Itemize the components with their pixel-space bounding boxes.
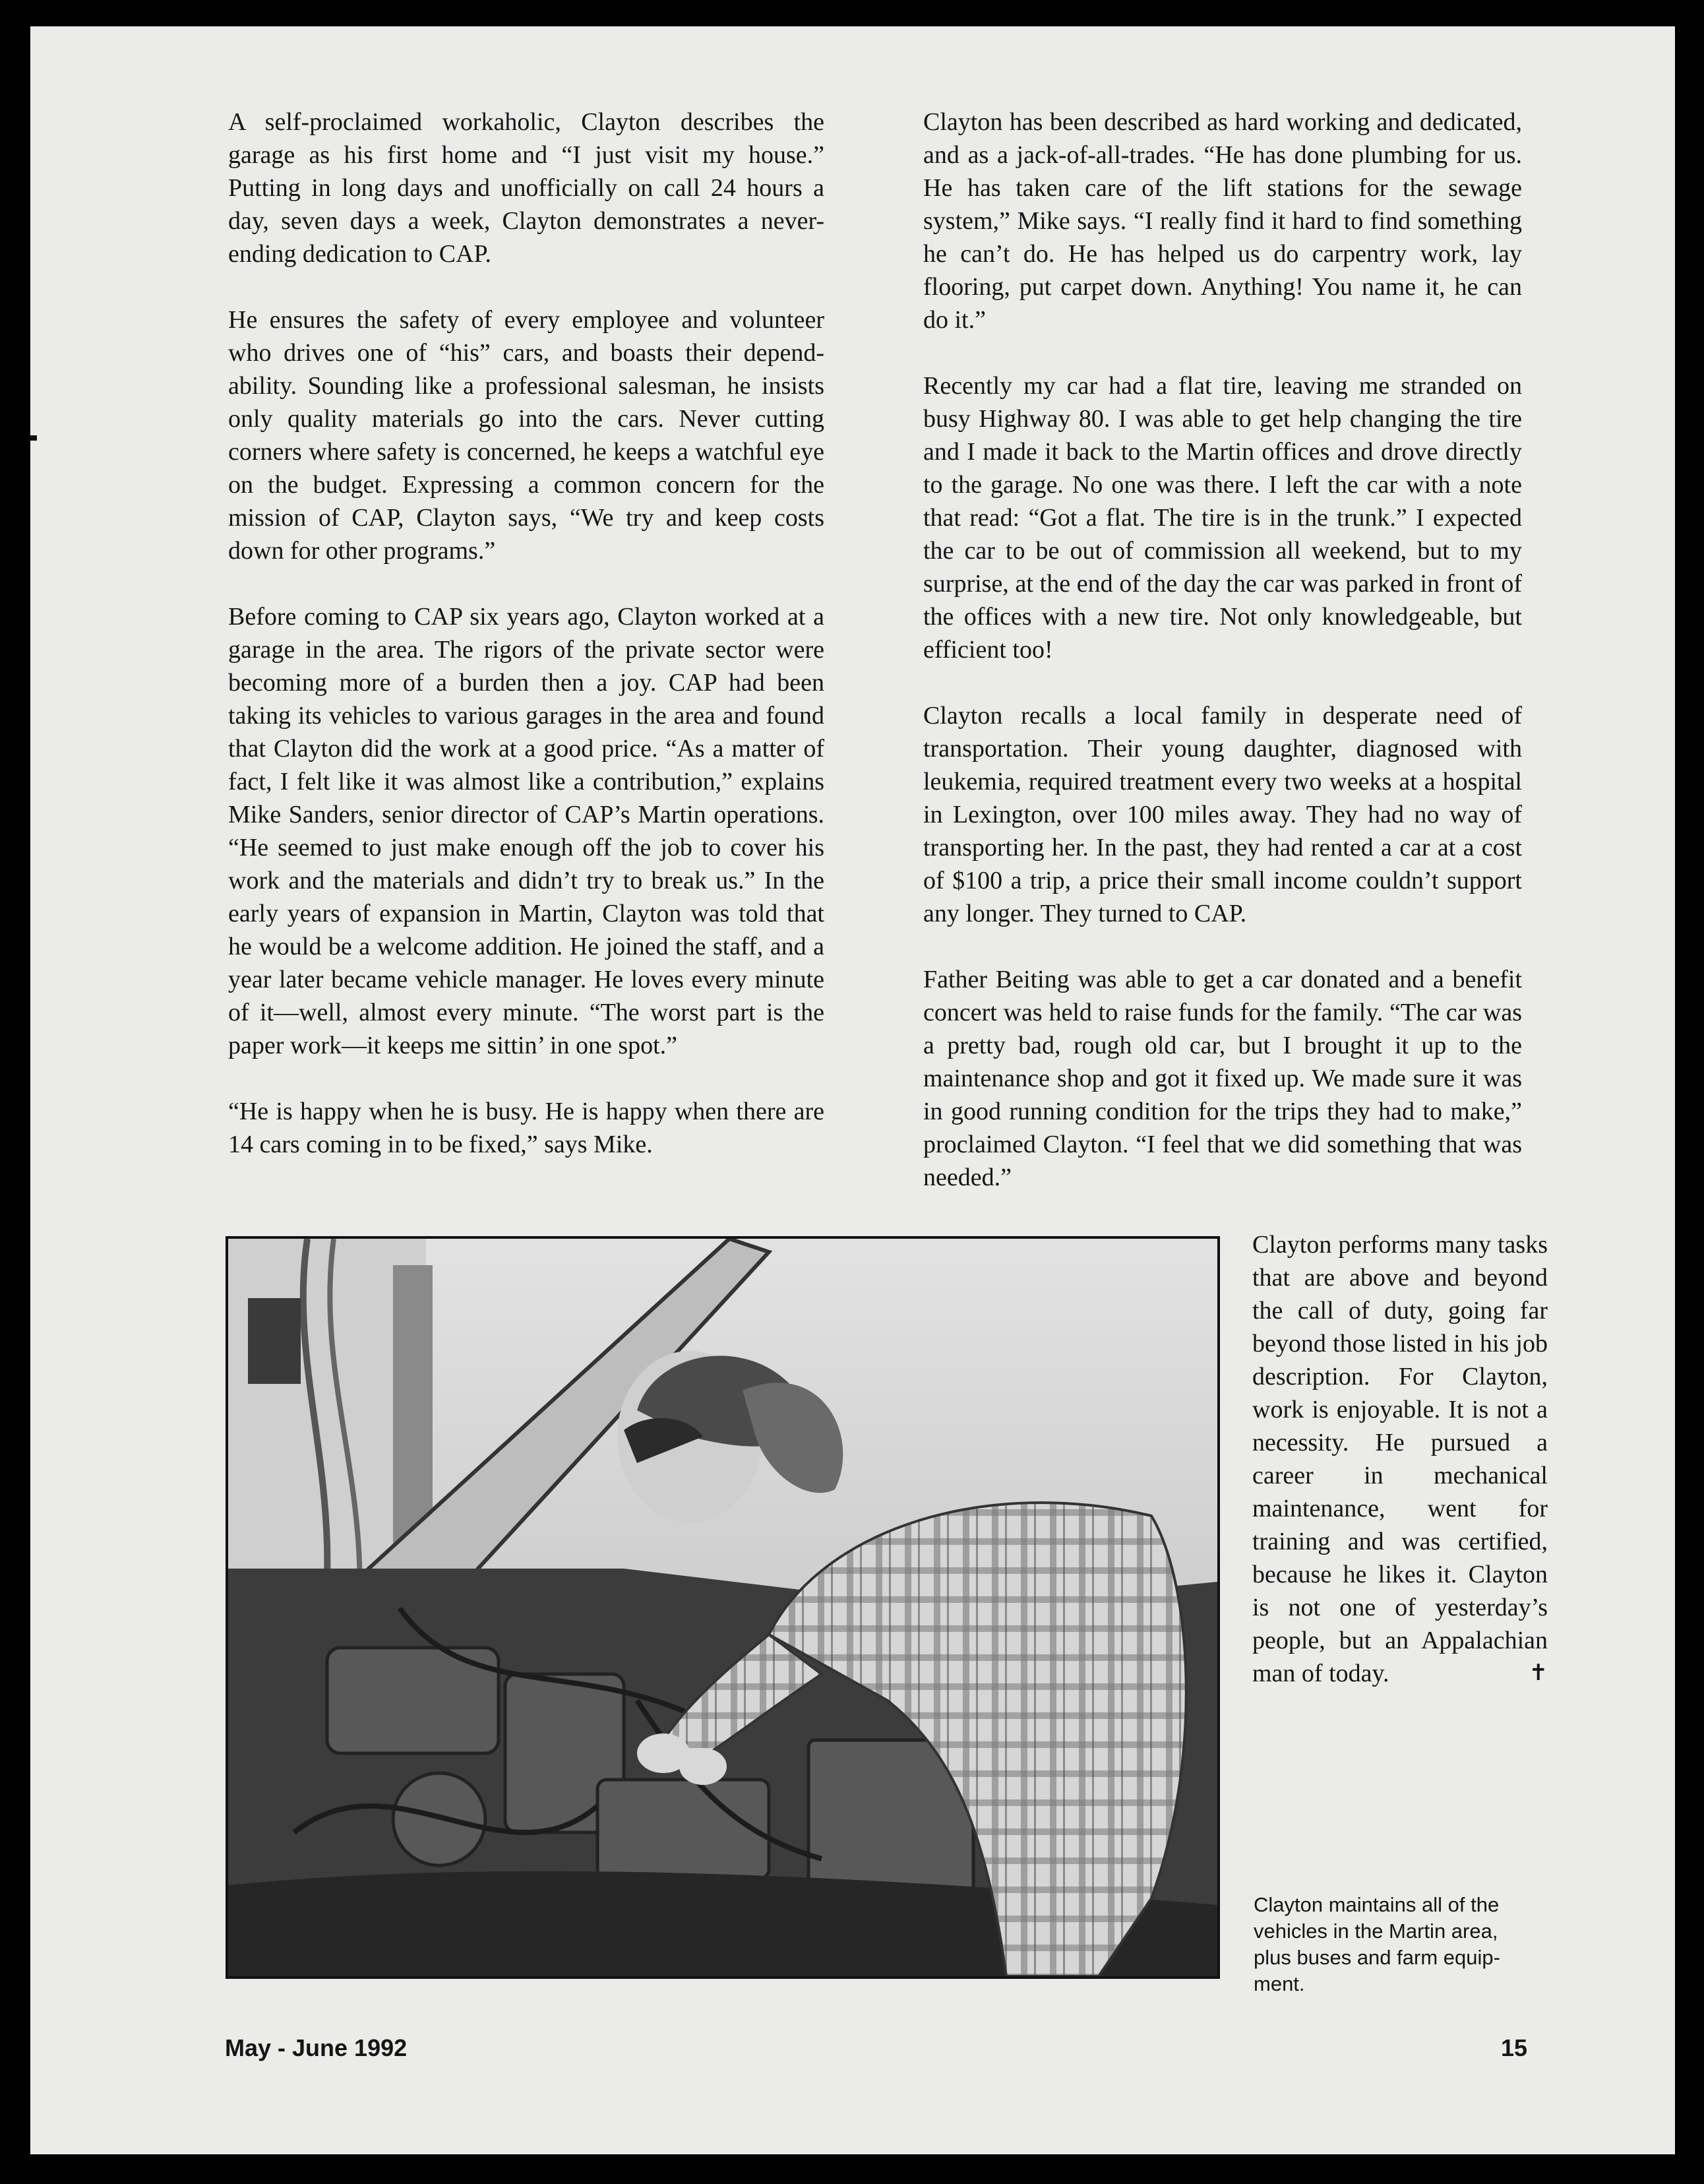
right-paragraph-1: Clayton has been described as hard working and dedicated, and as a jack-of-all-trades. “He has done plumbing for us. He has taken care of the lift stations for the sewage system,” Mike says. “I really find it hard to find something he can’t do. He has helped us do carpentry work, lay flooring, put carpet down. Anything! You name it, he can do it.” xyxy=(923,108,1522,334)
sidebar-paragraph: Clayton performs many tasks that are above and beyond the call of duty, going far beyond those listed in his job description. For Clayton, work is enjoyable. It is not a necessity. He pursued a career in mechanical maintenance, went for training and was certified, because he likes it. Clayton is not one of yesterday’s people, but an Appalachian man of today. xyxy=(1252,1231,1548,1687)
photo-illustration xyxy=(228,1239,1217,1976)
left-paragraph-2: He ensures the safety of every employee and volunteer who drives one of “his” cars, and boasts their dependability. Sounding like a professional salesman, he insists only quality materials go into the cars. Never cutting corners where safety is concerned, he keeps a watchful eye on the budget. Expressing a common concern for the mission of CAP, Clayton says, “We try and keep costs down for other programs.” xyxy=(228,306,824,565)
left-paragraph-1: A self-proclaimed workaholic, Clayton describes the garage as his first home and “I just visit my house.” Putting in long days and unofficially on call 24 hours a day, seven days a week, Clayton demonstrates a never-ending dedication to CAP. xyxy=(228,108,824,268)
article-left-column xyxy=(228,106,824,1161)
right-paragraph-3: Clayton recalls a local family in desperate need of transportation. Their young daughter, diagnosed with leukemia, required treatment every two weeks at a hospital in Lexington, over 100 miles away. They had no way of transporting her. In the past, they had rented a car at a cost of $100 a trip, a price their small income couldn’t support any longer. They turned to CAP. xyxy=(923,702,1522,927)
magazine-page xyxy=(30,26,1675,2154)
article-right-column xyxy=(923,106,1522,1194)
sidebar-text xyxy=(1252,1228,1548,1690)
end-mark-icon: ✝ xyxy=(1529,1661,1548,1685)
registration-mark xyxy=(30,435,37,441)
page-number: 15 xyxy=(1501,2034,1528,2061)
mechanic-photo xyxy=(226,1236,1220,1979)
left-paragraph-3: Before coming to CAP six years ago, Clayton worked at a garage in the area. The rigors of the private sector were becoming more of a burden then a joy. CAP had been taking its vehicles to various garages in the area and found that Clayton did the work at a good price. “As a matter of fact, I felt like it was almost like a contribution,” explains Mike Sanders, senior director of CAP’s Martin operations. “He seemed to just make enough off the job to cover his work and the materials and didn’t try to break us.” In the early years of expansion in Martin, Clayton was told that he would be a welcome addition. He joined the staff, and a year later became vehicle manager. He loves every minute of it—well, almost every minute. “The worst part is the paper work—it keeps me sittin’ in one spot.” xyxy=(228,603,824,1059)
issue-date: May - June 1992 xyxy=(225,2034,408,2061)
right-paragraph-4: Father Beiting was able to get a car donated and a benefit concert was held to raise funds for the family. “The car was a pretty bad, rough old car, but I brought it up to the maintenance shop and got it fixed up. We made sure it was in good running condition for the trips they had to make,” proclaimed Clayton. “I feel that we did something that was needed.” xyxy=(923,966,1522,1191)
photo-caption: Clayton maintains all of the vehicles in the Martin area, plus buses and farm equipment. xyxy=(1254,1893,1500,1995)
right-paragraph-2: Recently my car had a flat tire, leaving me stranded on busy Highway 80. I was able to get help changing the tire and I made it back to the Martin offices and drove directly to the garage. No one was there. I left the car with a note that read: “Got a flat. The tire is in the trunk.” I expected the car to be out of commission all weekend, but to my surprise, at the end of the day the car was parked in front of the offices with a new tire. Not only knowledgeable, but efficient too! xyxy=(923,372,1522,664)
left-paragraph-4: “He is happy when he is busy. He is happy when there are 14 cars coming in to be fixed,” says Mike. xyxy=(228,1098,824,1158)
